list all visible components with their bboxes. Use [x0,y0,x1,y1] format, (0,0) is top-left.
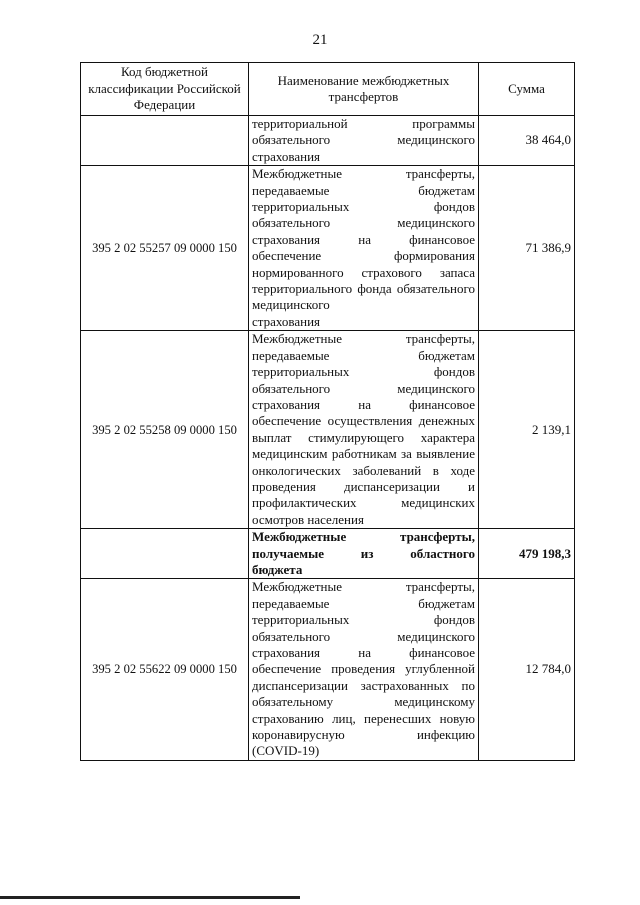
row-name [249,331,479,529]
row-code: 395 2 02 55257 09 0000 150 [81,166,249,331]
header-code: Код бюджетной классификации Российской Федерации [81,63,249,116]
table-row [81,116,575,166]
row-name-last-line: бюджета [252,561,303,577]
footer-rule [0,896,300,899]
row-name-last-line: (COVID-19) [252,743,320,759]
table-row-subtotal [81,529,575,579]
table-header-row [81,63,575,116]
header-sum: Сумма [479,63,575,116]
row-name [249,529,479,579]
budget-transfers-table [80,62,575,761]
row-code: 395 2 02 55258 09 0000 150 [81,331,249,529]
row-name-last-line: осмотров населения [252,511,364,527]
row-name-text: Межбюджетные трансферты, передаваемые бюджетам территориальных фондов обязательного медицинского страхования на финансовое обеспечение формирования нормированного страхового запаса территориального фонда обязательного медицинского [252,166,475,313]
row-name-text: Межбюджетные трансферты, передаваемые бюджетам территориальных фондов обязательного медицинского страхования на финансовое обеспечение проведения углубленной диспансеризации застрахованных по обязательному медицинскому страхованию лиц, перенесших новую коронавирусную инфекцию [252,579,475,743]
row-name-last-line: страхования [252,313,321,329]
row-code [81,116,249,166]
row-sum: 2 139,1 [479,331,575,529]
row-code [81,529,249,579]
header-name: Наименование межбюджетных трансфертов [249,63,479,116]
row-name-text: территориальной программы обязательного медицинского [252,116,475,148]
row-name-text: Межбюджетные трансферты, получаемые из областного [252,529,475,561]
row-name [249,579,479,760]
row-name [249,166,479,331]
table-row [81,331,575,529]
table-row [81,579,575,760]
page-number: 21 [312,32,328,48]
row-sum: 12 784,0 [479,579,575,760]
row-sum: 38 464,0 [479,116,575,166]
row-sum: 479 198,3 [479,529,575,579]
row-name-last-line: страхования [252,148,321,164]
table-row [81,166,575,331]
row-code: 395 2 02 55622 09 0000 150 [81,579,249,760]
row-name-text: Межбюджетные трансферты, передаваемые бюджетам территориальных фондов обязательного медицинского страхования на финансовое обеспечение осуществления денежных выплат стимулирующего характера медицинским работникам за выявление онкологических заболеваний в ходе проведения диспансеризации и профилактических медицинских [252,331,475,511]
row-name [249,116,479,166]
row-sum: 71 386,9 [479,166,575,331]
